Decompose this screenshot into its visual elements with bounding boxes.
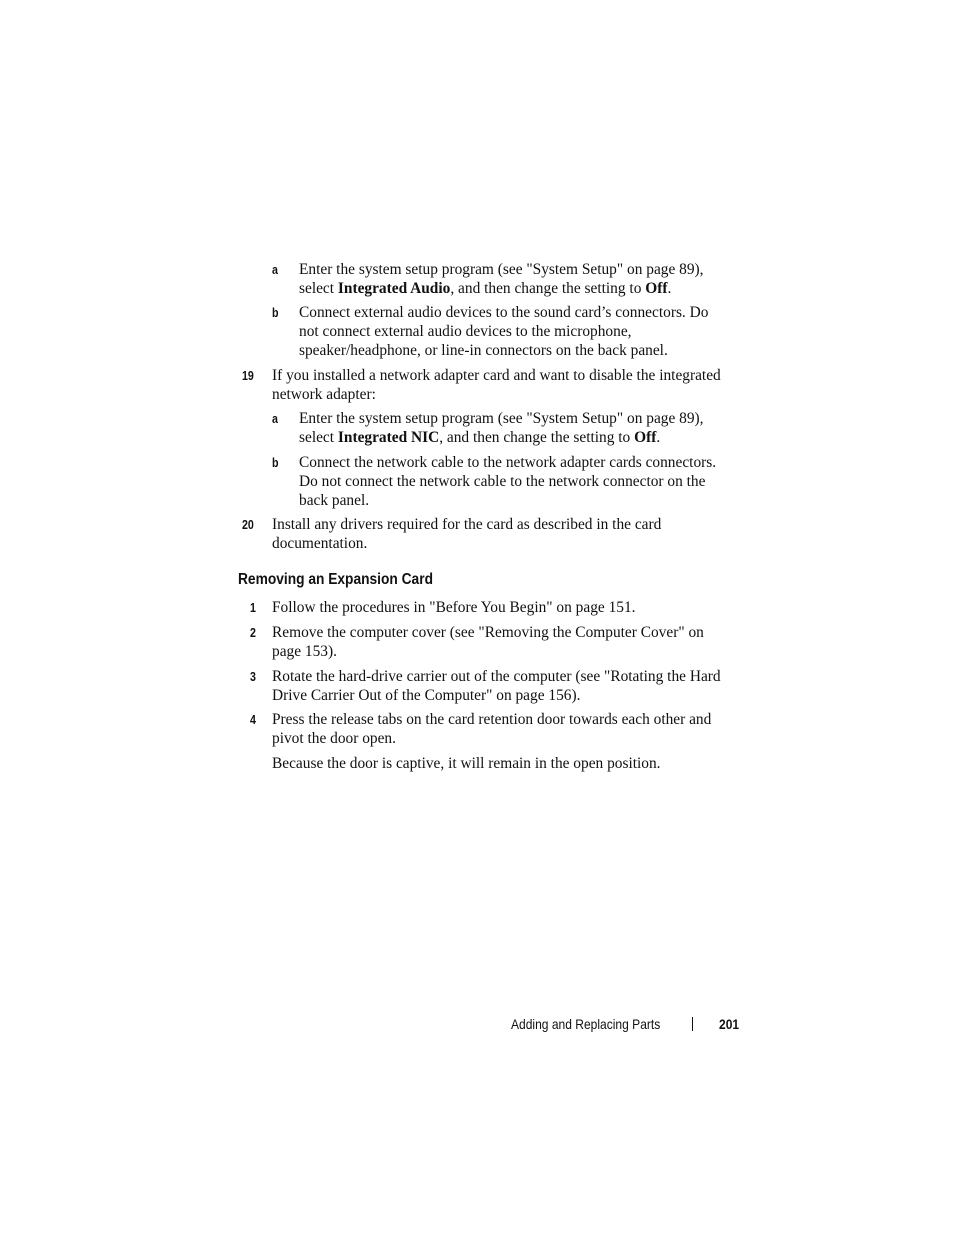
text-line [299,279,704,298]
text-run: select [299,280,338,297]
step-number: 20 [242,517,254,532]
step-text [272,623,704,661]
text-line: speaker/headphone, or line-in connectors on the back panel. [299,342,668,359]
substep-text [299,303,708,360]
step-text [272,710,711,748]
setting-value-off: Off [634,429,657,446]
substep-text [299,409,704,447]
text-line: Enter the system setup program (see "System Setup" on page 89), [299,410,704,427]
step-note [272,754,661,773]
step-number: 1 [250,600,256,615]
step-number: 3 [250,669,256,684]
text-line [299,428,704,447]
text-line: pivot the door open. [272,730,396,747]
substep-marker: a [272,262,278,277]
text-line: Rotate the hard-drive carrier out of the computer (see "Rotating the Hard [272,668,721,685]
text-line: not connect external audio devices to the microphone, [299,323,632,340]
substep-text [299,453,716,510]
text-line: network adapter: [272,386,376,403]
setting-value-off: Off [645,280,668,297]
substep-text [299,260,704,298]
text-line: back panel. [299,492,370,509]
substep-marker: b [272,305,279,320]
step-text [272,598,636,617]
text-run: , and then change the setting to [439,429,635,446]
text-line: Remove the computer cover (see "Removing the Computer Cover" on [272,624,704,641]
text-line: Follow the procedures in "Before You Begin" on page 151. [272,599,636,616]
step-number: 19 [242,368,254,383]
text-run: , and then change the setting to [450,280,646,297]
text-line: Connect external audio devices to the sound card’s connectors. Do [299,304,709,321]
text-line: If you installed a network adapter card and want to disable the integrated [272,367,721,384]
step-number: 2 [250,625,256,640]
step-number: 4 [250,712,256,727]
step-text [272,366,721,404]
step-text [272,515,661,553]
text-line: Do not connect the network cable to the network connector on the [299,473,706,490]
footer-chapter-title: Adding and Replacing Parts [511,1016,661,1032]
text-line: Connect the network cable to the network adapter cards connectors. [299,454,717,471]
text-line: Drive Carrier Out of the Computer" on page 156). [272,687,581,704]
text-line: Press the release tabs on the card retention door towards each other and [272,711,712,728]
substep-marker: a [272,411,278,426]
text-line: Enter the system setup program (see "System Setup" on page 89), [299,261,704,278]
step-text [272,667,721,705]
text-line: documentation. [272,535,368,552]
menu-option-integrated-audio: Integrated Audio [337,280,451,297]
footer-divider [692,1017,693,1031]
text-line: Install any drivers required for the card as described in the card [272,516,662,533]
text-run: . [656,429,661,446]
menu-option-integrated-nic: Integrated NIC [337,429,440,446]
text-line: page 153). [272,643,337,660]
page-number: 201 [719,1016,740,1032]
text-line: Because the door is captive, it will remain in the open position. [272,755,661,772]
substep-marker: b [272,455,279,470]
section-heading: Removing an Expansion Card [238,571,433,588]
text-run: . [667,280,672,297]
text-run: select [299,429,338,446]
